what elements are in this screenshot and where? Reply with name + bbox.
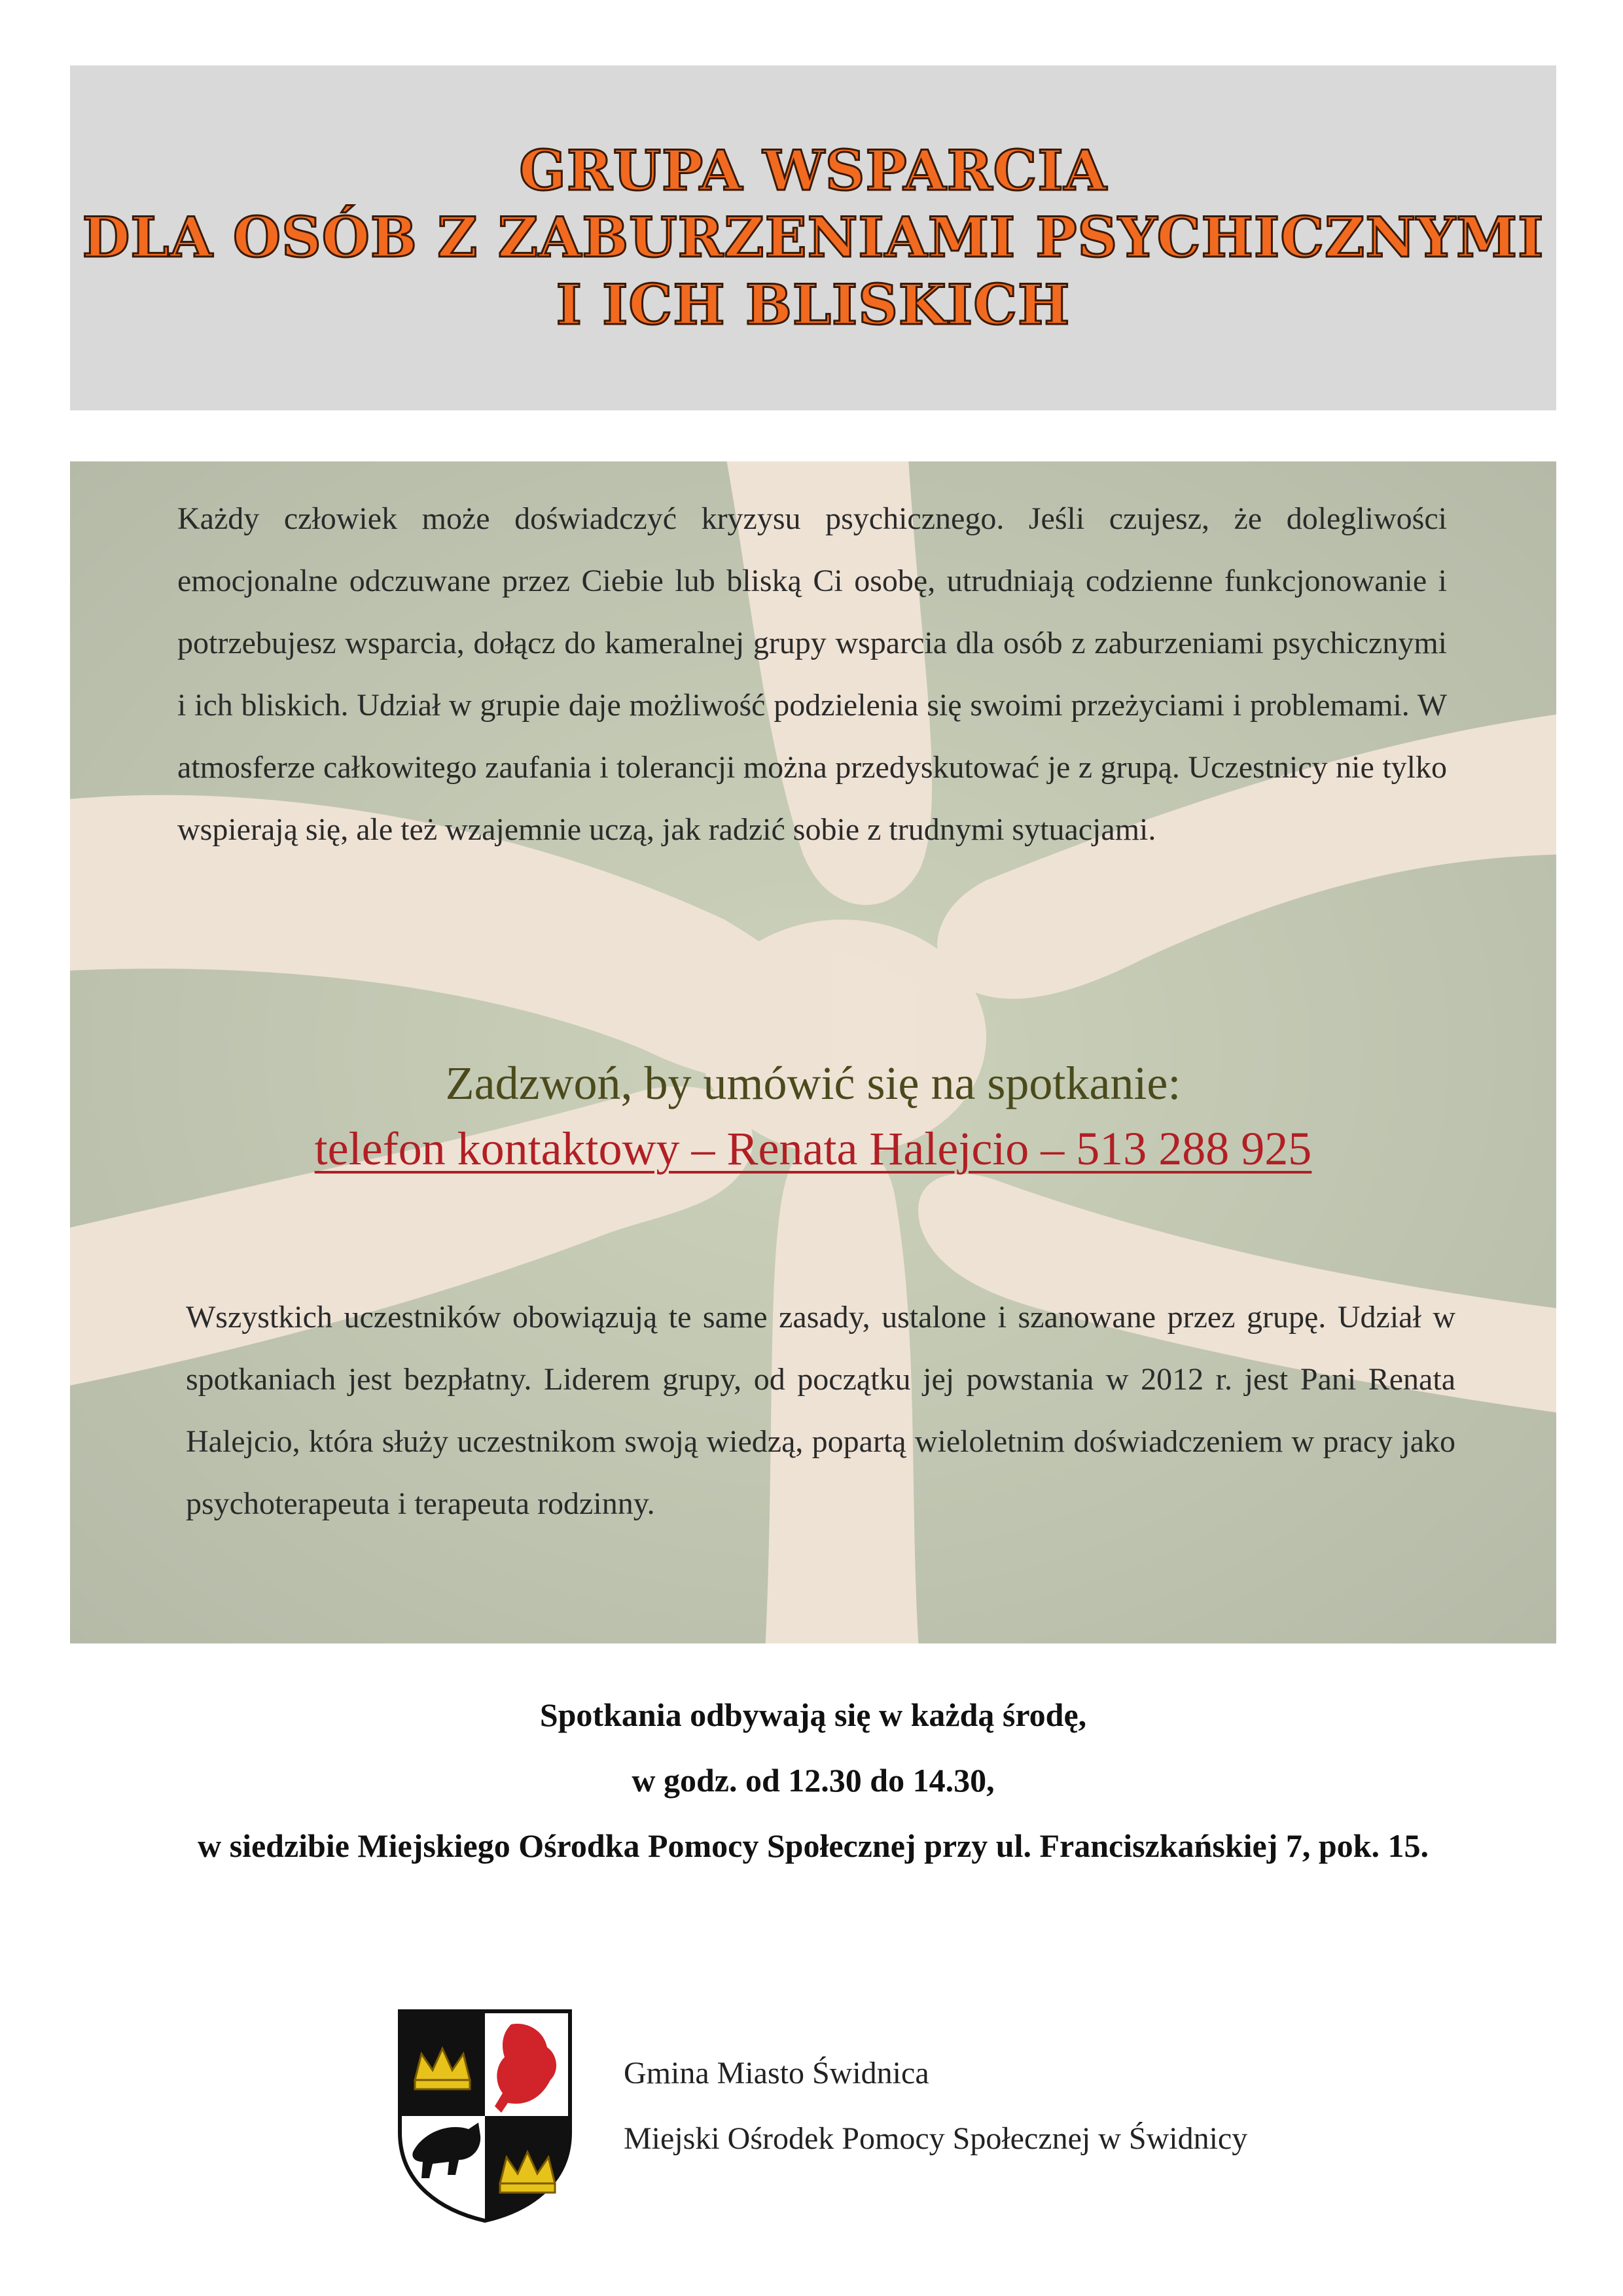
meeting-hours: w godz. od 12.30 do 14.30, <box>632 1762 995 1799</box>
meeting-location: w siedzibie Miejskiego Ośrodka Pomocy Społecznej przy ul. Franciszkańskiej 7, pok. 15. <box>198 1827 1429 1864</box>
contact-phone-line[interactable]: telefon kontaktowy – Renata Halejcio – 513 288 925 <box>314 1122 1312 1175</box>
crown-icon-right <box>500 2152 555 2193</box>
org-social-center: Miejski Ośrodek Pomocy Społecznej w Świdnicy <box>624 2121 1248 2156</box>
organization-info <box>624 2041 1247 2172</box>
poster-title <box>70 65 1556 410</box>
title-line-3: I ICH BLISKICH <box>556 272 1071 337</box>
header-banner <box>70 65 1556 410</box>
title-line-1: GRUPA WSPARCIA <box>519 137 1107 203</box>
meeting-day: Spotkania odbywają się w każdą środę, <box>539 1696 1087 1733</box>
call-heading: Zadzwoń, by umówić się na spotkanie: <box>445 1057 1181 1109</box>
swidnica-coat-of-arms-icon <box>397 2008 573 2224</box>
call-to-action <box>70 1050 1556 1181</box>
meeting-info <box>70 1682 1556 1878</box>
hands-background-photo <box>70 461 1556 1643</box>
org-municipality: Gmina Miasto Świdnica <box>624 2056 929 2090</box>
crown-icon-left <box>415 2049 470 2089</box>
title-line-2: DLA OSÓB Z ZABURZENIAMI PSYCHICZNYMI <box>82 205 1544 270</box>
rules-paragraph: Wszystkich uczestników obowiązują te same zasady, ustalone i szanowane przez grupę. Udział w spotkaniach jest bezpłatny. Liderem grupy, od początku jej powstania w 2012 r. jest Pani Renata Halejcio, która służy uczestnikom swoją wiedzą, popartą wieloletnim doświadczeniem w pracy jako psychoterapeuta i terapeuta rodzinny. <box>186 1300 1455 1521</box>
intro-paragraph: Każdy człowiek może doświadczyć kryzysu psychicznego. Jeśli czujesz, że dolegliwości emocjonalne odczuwane przez Ciebie lub bliską Ci osobę, utrudniają codzienne funkcjonowanie i potrzebujesz wsparcia, dołącz do kameralnej grupy wsparcia dla osób z zaburzeniami psychicznymi i ich bliskich. Udział w grupie daje możliwość podzielenia się swoimi przeżyciami i problemami. W atmosferze całkowitego zaufania i tolerancji można przedyskutować je z grupą. Uczestnicy nie tylko wspierają się, ale też wzajemnie uczą, jak radzić sobie z trudnymi sytuacjami. <box>177 501 1447 847</box>
